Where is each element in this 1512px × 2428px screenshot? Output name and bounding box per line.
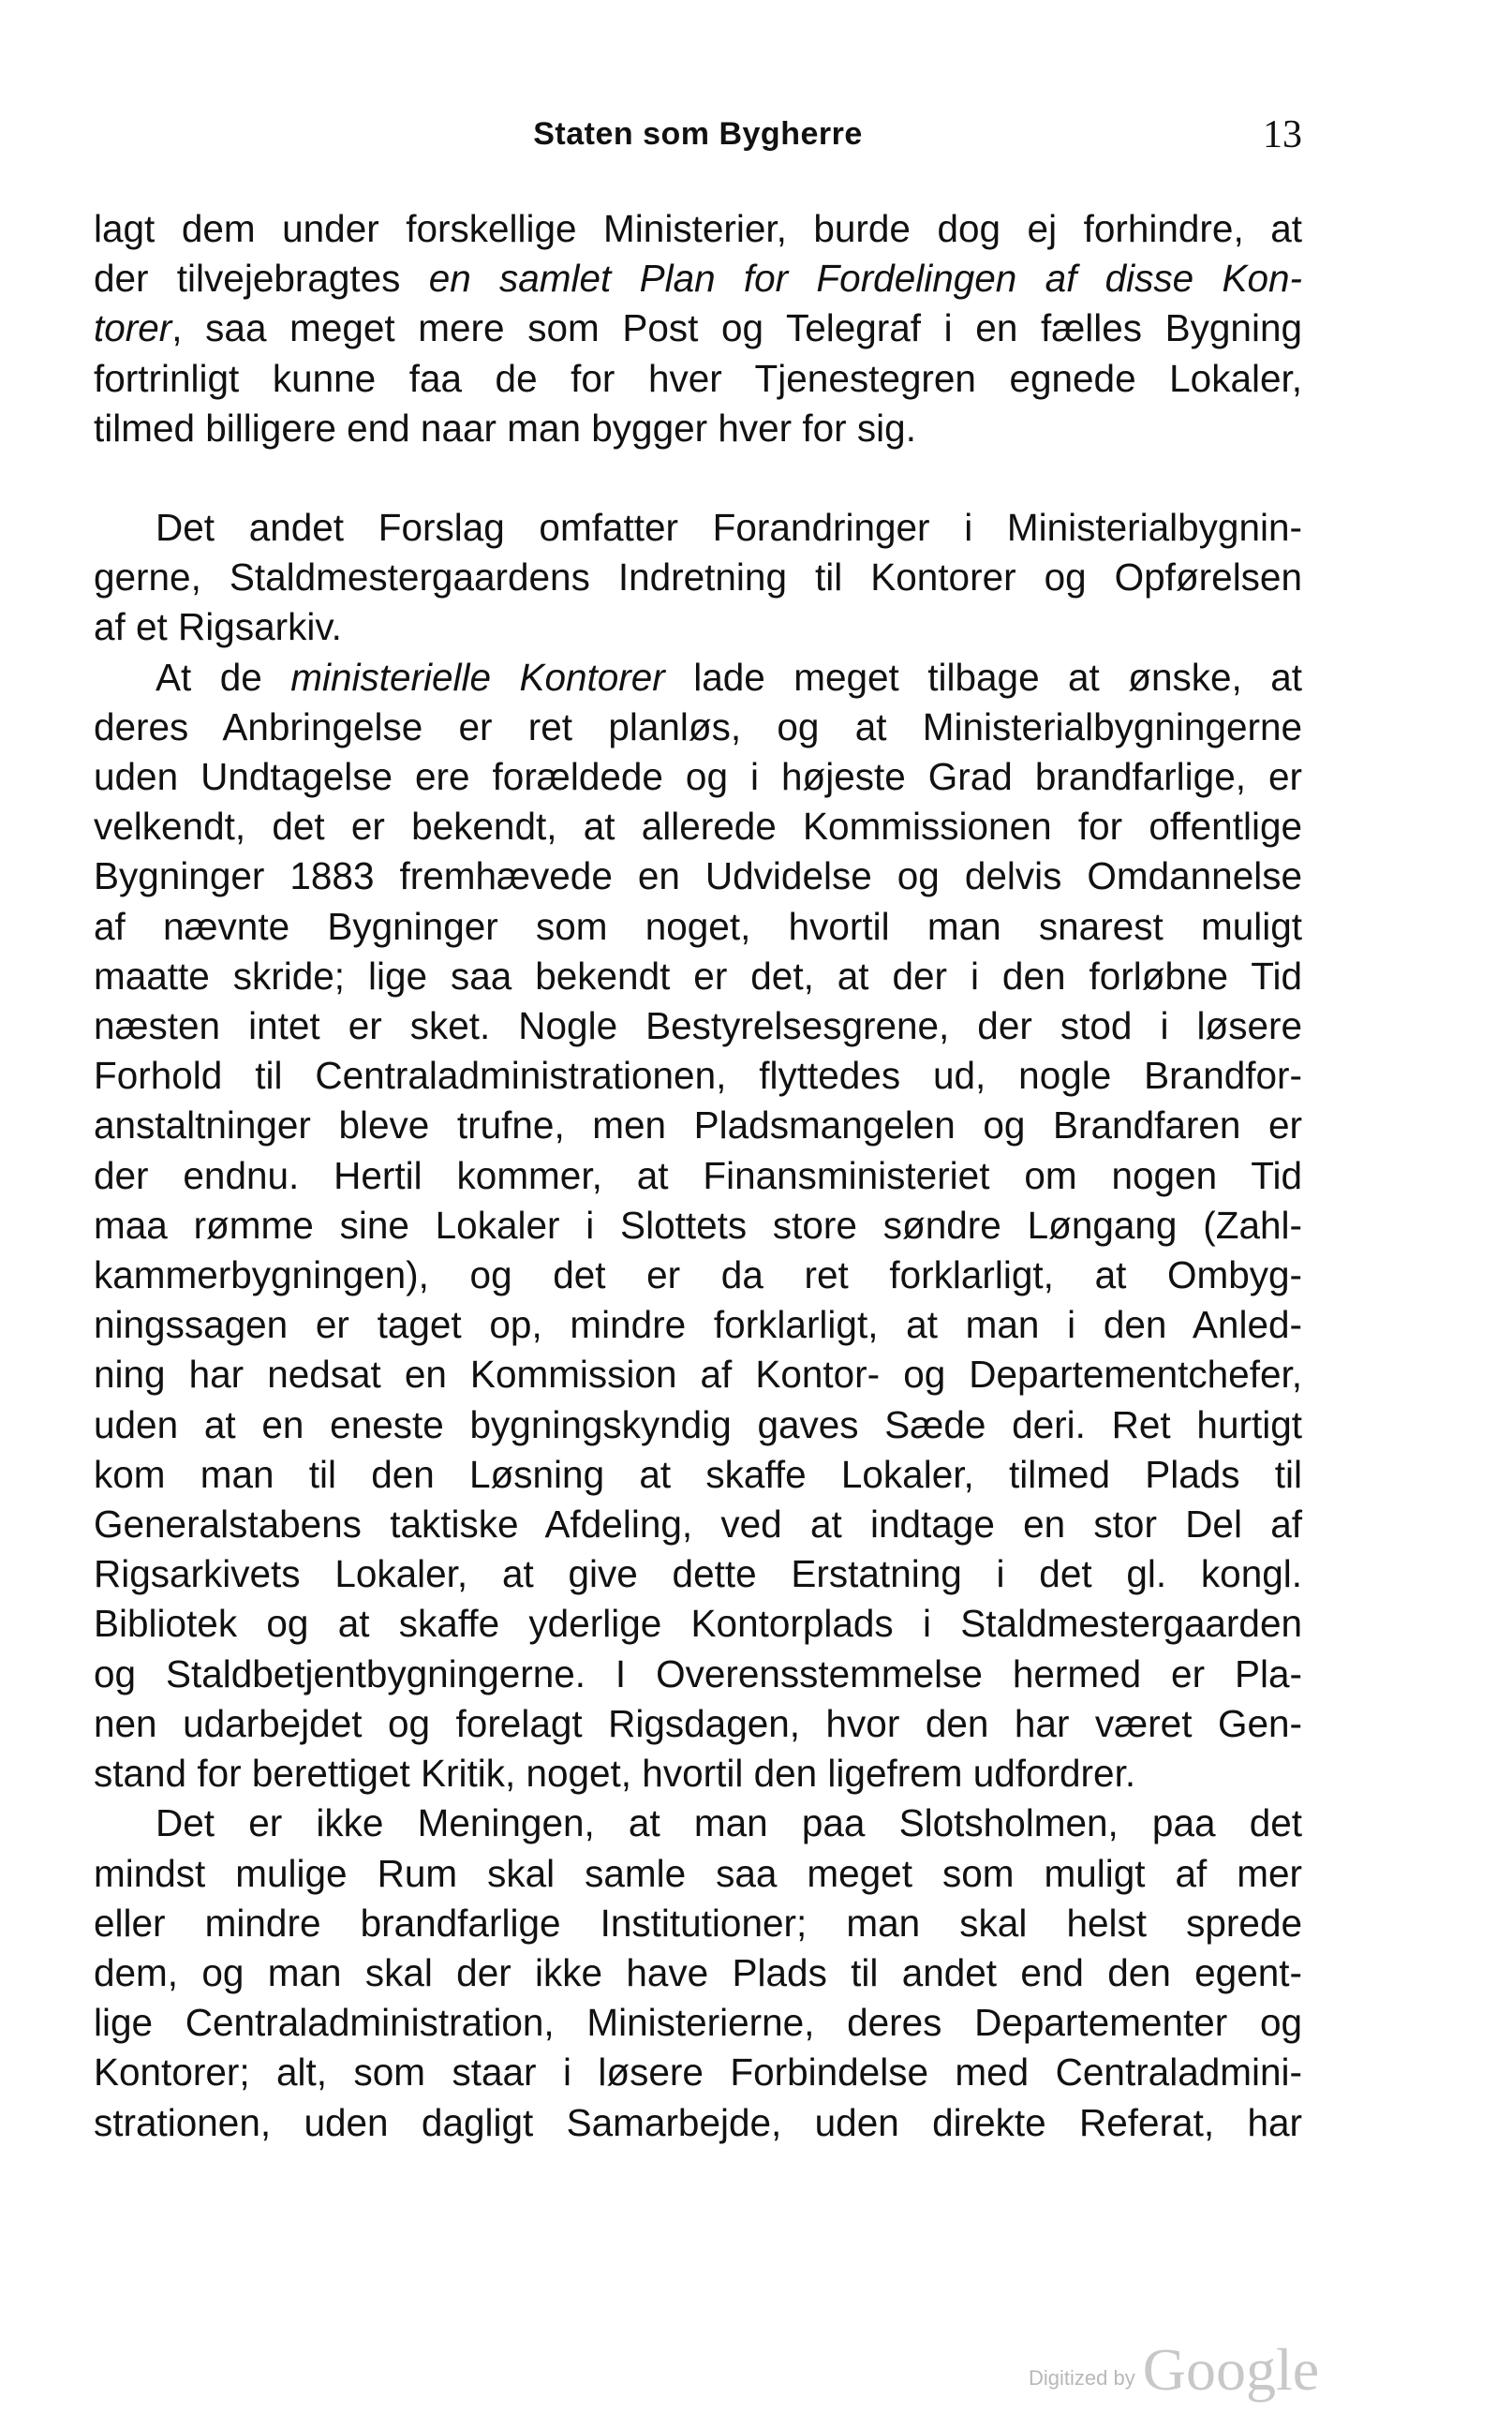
page-number: 13 — [1263, 113, 1302, 156]
text-line: torer, saa meget mere som Post og Telegraf i en fælles Bygning — [94, 306, 1302, 350]
text-line: maatte skride; lige saa bekendt er det, at der i den forløbne Tid — [94, 954, 1302, 998]
text-line: Kontorer; alt, som staar i løsere Forbindelse med Centraladmini- — [94, 2050, 1302, 2095]
google-logo: Google — [1142, 2336, 1320, 2403]
text-line: af nævnte Bygninger som noget, hvortil man snarest muligt — [94, 904, 1302, 948]
running-head — [94, 113, 1302, 163]
paragraph-2 — [94, 503, 1302, 653]
text-line: Generalstabens taktiske Afdeling, ved at indtage en stor Del af — [94, 1503, 1302, 1547]
text-line: maa rømme sine Lokaler i Slottets store søndre Løngang (Zahl- — [94, 1203, 1302, 1247]
text-line: af et Rigsarkiv. — [94, 605, 342, 649]
text-line: kammerbygningen), og det er da ret forklarligt, at Ombyg- — [94, 1253, 1302, 1297]
text-line: Det er ikke Meningen, at man paa Slotsholmen, paa det — [156, 1801, 1302, 1845]
text-line: og Staldbetjentbygningerne. I Overensstemmelse hermed er Pla- — [94, 1651, 1302, 1695]
text-line: At de ministerielle Kontorer lade meget tilbage at ønske, at — [156, 655, 1302, 699]
text-line: Forhold til Centraladministrationen, flyttedes ud, nogle Brandfor- — [94, 1054, 1302, 1098]
text-line: der endnu. Hertil kommer, at Finansministeriet om nogen Tid — [94, 1153, 1302, 1197]
digitization-watermark — [1029, 2336, 1320, 2403]
text-line: anstaltninger bleve trufne, men Pladsmangelen og Brandfaren er — [94, 1103, 1302, 1147]
watermark-caption: Digitized by — [1029, 2366, 1135, 2390]
paragraph-1 — [94, 204, 1302, 453]
text-line: mindst mulige Rum skal samle saa meget som muligt af mer — [94, 1851, 1302, 1895]
text-line: Det andet Forslag omfatter Forandringer i Ministerialbygnin- — [156, 506, 1302, 550]
text-line: gerne, Staldmestergaardens Indretning til Kontorer og Opførelsen — [94, 555, 1302, 600]
text-line: uden at en eneste bygningskyndig gaves Sæde deri. Ret hurtigt — [94, 1402, 1302, 1446]
text-line: tilmed billigere end naar man bygger hver for sig. — [94, 406, 916, 450]
text-line: stand for berettiget Kritik, noget, hvortil den ligefrem udfordrer. — [94, 1752, 1136, 1796]
text-line: dem, og man skal der ikke have Plads til andet end den egent- — [94, 1950, 1302, 1994]
text-line: næsten intet er sket. Nogle Bestyrelsesgrene, der stod i løsere — [94, 1004, 1302, 1048]
paragraph-3 — [94, 653, 1302, 1799]
text-line: strationen, uden dagligt Samarbejde, uden direkte Referat, har — [94, 2100, 1302, 2144]
text-line: deres Anbringelse er ret planløs, og at Ministerialbygningerne — [94, 704, 1302, 748]
text-line: velkendt, det er bekendt, at allerede Kommissionen for offentlige — [94, 805, 1302, 849]
text-line: fortrinligt kunne faa de for hver Tjenestegren egnede Lokaler, — [94, 356, 1302, 400]
text-line: der tilvejebragtes en samlet Plan for Fordelingen af disse Kon- — [94, 257, 1302, 301]
section-gap — [94, 453, 1302, 503]
text-line: kom man til den Løsning at skaffe Lokaler, tilmed Plads til — [94, 1452, 1302, 1496]
running-title: Staten som Bygherre — [533, 116, 863, 152]
text-line: uden Undtagelse ere forældede og i højeste Grad brandfarlige, er — [94, 755, 1302, 799]
text-line: ningssagen er taget op, mindre forklarligt, at man i den Anled- — [94, 1303, 1302, 1347]
text-line: lige Centraladministration, Ministerierne, deres Departementer og — [94, 2001, 1302, 2045]
text-line: ning har nedsat en Kommission af Kontor- og Departementchefer, — [94, 1353, 1302, 1397]
paragraph-4 — [94, 1799, 1302, 2147]
text-line: eller mindre brandfarlige Institutioner; man skal helst sprede — [94, 1901, 1302, 1945]
text-line: Rigsarkivets Lokaler, at give dette Erstatning i det gl. kongl. — [94, 1552, 1302, 1596]
text-line: Bygninger 1883 fremhævede en Udvidelse og delvis Omdannelse — [94, 854, 1302, 898]
body-text — [94, 204, 1302, 2148]
text-line: Bibliotek og at skaffe yderlige Kontorplads i Staldmestergaarden — [94, 1602, 1302, 1646]
text-line: lagt dem under forskellige Ministerier, burde dog ej forhindre, at — [94, 207, 1302, 250]
text-line: nen udarbejdet og forelagt Rigsdagen, hvor den har været Gen- — [94, 1701, 1302, 1745]
